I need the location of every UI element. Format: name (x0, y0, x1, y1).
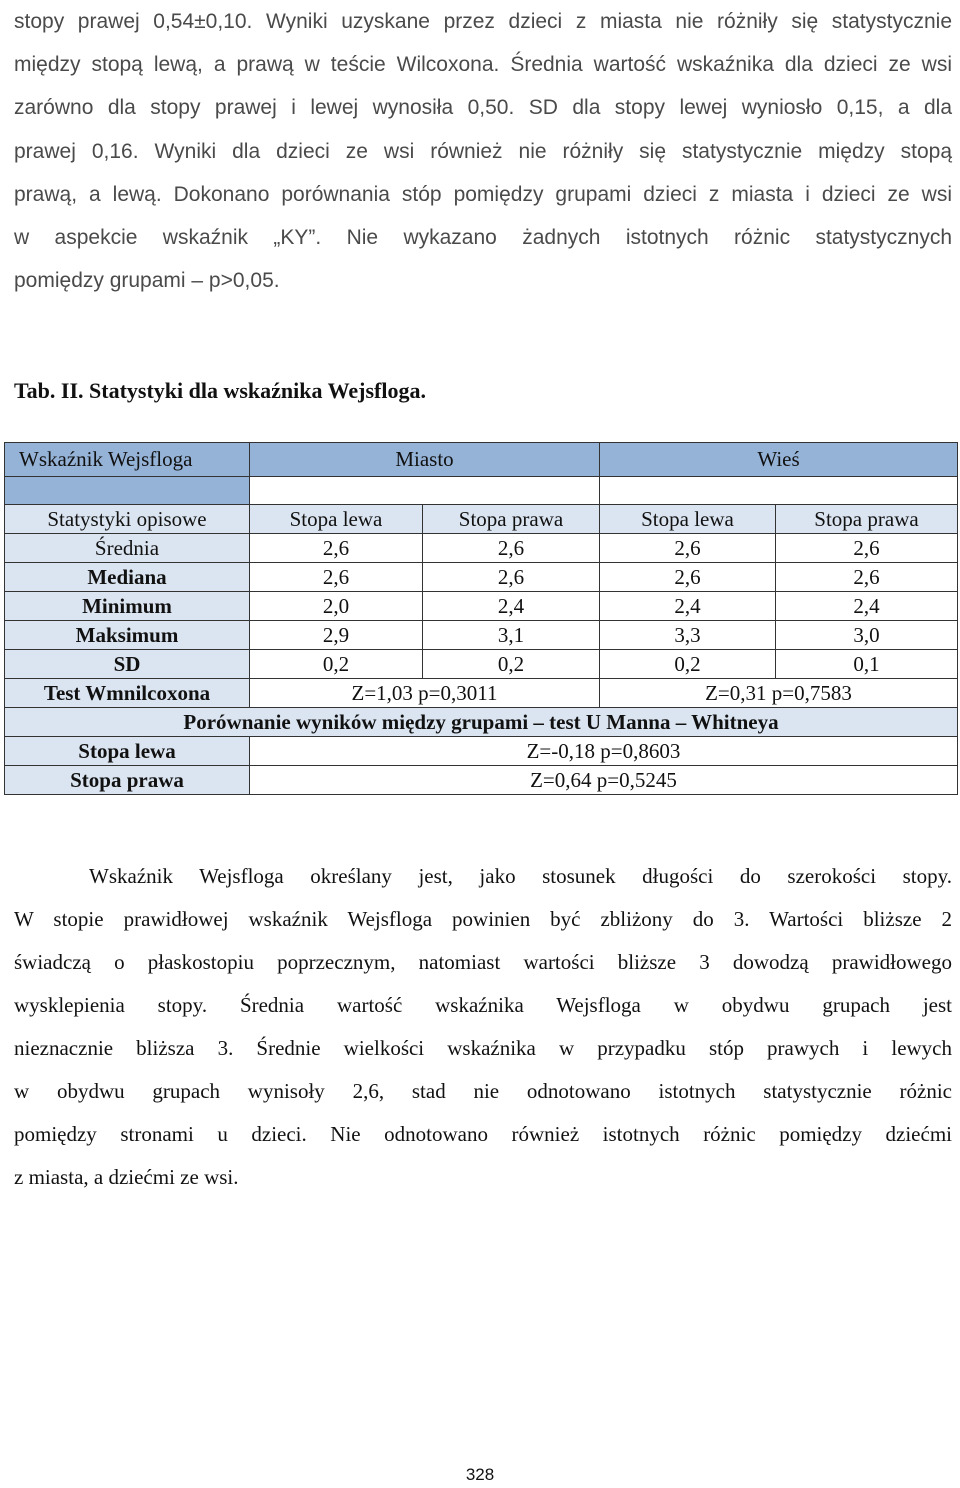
table-cell: 3,0 (776, 621, 958, 650)
table-subheader-row (5, 505, 958, 534)
subheader-cell: Statystyki opisowe (5, 505, 250, 534)
table-cell: 2,6 (776, 534, 958, 563)
header-index-name: Wskaźnik Wejsfloga (5, 443, 250, 477)
page-number: 328 (465, 1465, 495, 1484)
test-result-city: Z=1,03 p=0,3011 (250, 679, 600, 708)
row-label: Średnia (5, 534, 250, 563)
table-header-row (5, 443, 958, 477)
comparison-row (5, 737, 958, 766)
discussion-line: w obydwu grupach wynisoły 2,6, stad nie odnotowano istotnych statystycznie różnic (14, 1079, 952, 1103)
table-cell: 2,6 (776, 563, 958, 592)
table-cell: 2,4 (776, 592, 958, 621)
table-cell: 2,6 (250, 534, 423, 563)
intro-line: w aspekcie wskaźnik „KY”. Nie wykazano żadnych istotnych różnic statystycznych (14, 226, 952, 250)
table-cell: 2,6 (423, 534, 600, 563)
row-label: SD (5, 650, 250, 679)
row-label: Mediana (5, 563, 250, 592)
comparison-title: Porównanie wyników między grupami – test U Manna – Whitneya (5, 708, 958, 737)
intro-line: zarówno dla stopy prawej i lewej wynosiła 0,50. SD dla stopy lewej wyniosło 0,15, a dla (14, 96, 952, 120)
table-row (5, 621, 958, 650)
table-cell: 2,4 (423, 592, 600, 621)
discussion-line: nieznacznie bliższa 3. Średnie wielkości wskaźnika w przypadku stóp prawych i lewych (14, 1036, 952, 1060)
comparison-value: Z=0,64 p=0,5245 (250, 766, 958, 795)
table-row (5, 563, 958, 592)
comparison-value: Z=-0,18 p=0,8603 (250, 737, 958, 766)
row-label: Minimum (5, 592, 250, 621)
table-cell: 0,2 (600, 650, 776, 679)
table-cell: 2,6 (250, 563, 423, 592)
intro-line: prawej 0,16. Wyniki dla dzieci ze wsi również nie różniły się statystycznie między stopą (14, 139, 952, 163)
header-village: Wieś (600, 443, 958, 477)
table-row (5, 592, 958, 621)
discussion-paragraph (14, 855, 952, 1199)
table-caption: Tab. II. Statystyki dla wskaźnika Wejsfloga. (14, 378, 426, 403)
table-cell: 2,4 (600, 592, 776, 621)
comparison-title-row (5, 708, 958, 737)
header-city: Miasto (250, 443, 600, 477)
discussion-line: W stopie prawidłowej wskaźnik Wejsfloga powinien być zbliżony do 3. Wartości bliższe 2 (14, 907, 952, 931)
discussion-line: wysklepienia stopy. Średnia wartość wskaźnika Wejsfloga w obydwu grupach jest (14, 993, 952, 1017)
intro-line: między stopą lewą, a prawą w teście Wilcoxona. Średnia wartość wskaźnika dla dzieci ze wsi (14, 53, 952, 77)
row-label: Stopa prawa (5, 766, 250, 795)
table-cell: 2,6 (600, 534, 776, 563)
table-row (5, 534, 958, 563)
discussion-line: Wskaźnik Wejsfloga określany jest, jako stosunek długości do szerokości stopy. (89, 864, 952, 888)
row-label: Test Wmnilcoxona (5, 679, 250, 708)
statistics-table (4, 442, 958, 795)
test-row (5, 679, 958, 708)
row-label: Stopa lewa (5, 737, 250, 766)
table-row (5, 650, 958, 679)
row-label: Maksimum (5, 621, 250, 650)
discussion-line: z miasta, a dziećmi ze wsi. (14, 1165, 239, 1189)
table-cell: 3,3 (600, 621, 776, 650)
table-cell: 0,1 (776, 650, 958, 679)
intro-paragraph (14, 0, 952, 302)
intro-line: prawą, a lewą. Dokonano porównania stóp pomiędzy grupami dzieci z miasta i dzieci ze wsi (14, 182, 952, 206)
table-spacer-row (5, 477, 958, 505)
table-cell: 2,0 (250, 592, 423, 621)
subheader-cell: Stopa prawa (423, 505, 600, 534)
table-cell: 2,9 (250, 621, 423, 650)
table-cell: 2,6 (423, 563, 600, 592)
table-cell: 0,2 (423, 650, 600, 679)
intro-line: pomiędzy grupami – p>0,05. (14, 269, 280, 293)
table-cell: 0,2 (250, 650, 423, 679)
table-cell: 2,6 (600, 563, 776, 592)
comparison-row (5, 766, 958, 795)
test-result-village: Z=0,31 p=0,7583 (600, 679, 958, 708)
intro-line: stopy prawej 0,54±0,10. Wyniki uzyskane przez dzieci z miasta nie różniły się statystycznie (14, 10, 952, 33)
subheader-cell: Stopa lewa (250, 505, 423, 534)
discussion-line: świadczą o płaskostopiu poprzecznym, natomiast wartości bliższe 3 dowodzą prawidłowego (14, 950, 952, 974)
discussion-line: pomiędzy stronami u dzieci. Nie odnotowano również istotnych różnic pomiędzy dziećmi (14, 1122, 952, 1146)
table-cell: 3,1 (423, 621, 600, 650)
subheader-cell: Stopa prawa (776, 505, 958, 534)
subheader-cell: Stopa lewa (600, 505, 776, 534)
